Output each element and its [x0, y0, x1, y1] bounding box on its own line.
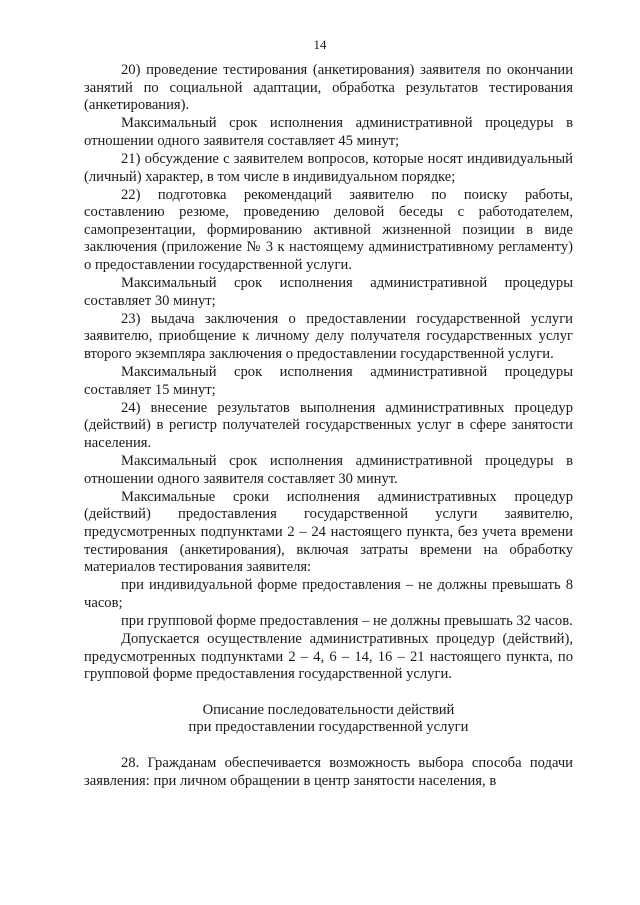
paragraph: 23) выдача заключения о предоставлении государственной услуги заявителю, приобщение к личному делу получателя государственных услуг второго экземпляра заключения о предоставлении государственной услуги.: [84, 310, 573, 362]
paragraph: 22) подготовка рекомендаций заявителю по поиску работы, составлению резюме, проведению деловой беседы с работодателем, самопрезентации, формированию активной жизненной позиции в виде заключения (приложение № 3 к настоящему административному регламенту) о предоставлении государственной услуги.: [84, 186, 573, 274]
paragraph: 20) проведение тестирования (анкетирования) заявителя по окончании занятий по социальной адаптации, обработка результатов тестирования (анкетирования).: [84, 62, 573, 114]
paragraph: 21) обсуждение с заявителем вопросов, которые носят индивидуальный (личный) характер, в том числе в индивидуальном порядке;: [84, 150, 573, 185]
paragraph: 28. Гражданам обеспечивается возможность выбора способа подачи заявления: при личном обращении в центр занятости населения, в: [84, 754, 573, 789]
page-number: 14: [313, 37, 327, 52]
paragraph: Максимальный срок исполнения административной процедуры составляет 15 минут;: [84, 364, 573, 398]
paragraph: при групповой форме предоставления – не должны превышать 32 часов.: [121, 612, 573, 629]
document-body: [84, 62, 573, 791]
section-heading: [84, 702, 573, 737]
paragraph: Допускается осуществление административных процедур (действий), предусмотренных подпунктами 2 – 4, 6 – 14, 16 – 21 настоящего пункта, по групповой форме предоставления государственной услуги.: [84, 631, 573, 683]
section-heading-line: Описание последовательности действий: [202, 701, 455, 718]
paragraph: Максимальный срок исполнения административной процедуры составляет 30 минут;: [84, 275, 573, 309]
paragraph: Максимальные сроки исполнения административных процедур (действий) предоставления государственной услуги заявителю, предусмотренных подпунктами 2 – 24 настоящего пункта, без учета времени тестирования (анкетирования), включая затраты времени на обработку материалов тестирования заявителя:: [84, 488, 573, 576]
paragraph: Максимальный срок исполнения административной процедуры в отношении одного заявителя составляет 30 минут.: [84, 453, 573, 487]
paragraph: Максимальный срок исполнения административной процедуры в отношении одного заявителя составляет 45 минут;: [84, 115, 573, 149]
section-heading-line: при предоставлении государственной услуги: [188, 719, 469, 736]
paragraph: при индивидуальной форме предоставления – не должны превышать 8 часов;: [84, 577, 573, 611]
paragraph: 24) внесение результатов выполнения административных процедур (действий) в регистр получателей государственных услуг в сфере занятости населения.: [84, 399, 573, 451]
